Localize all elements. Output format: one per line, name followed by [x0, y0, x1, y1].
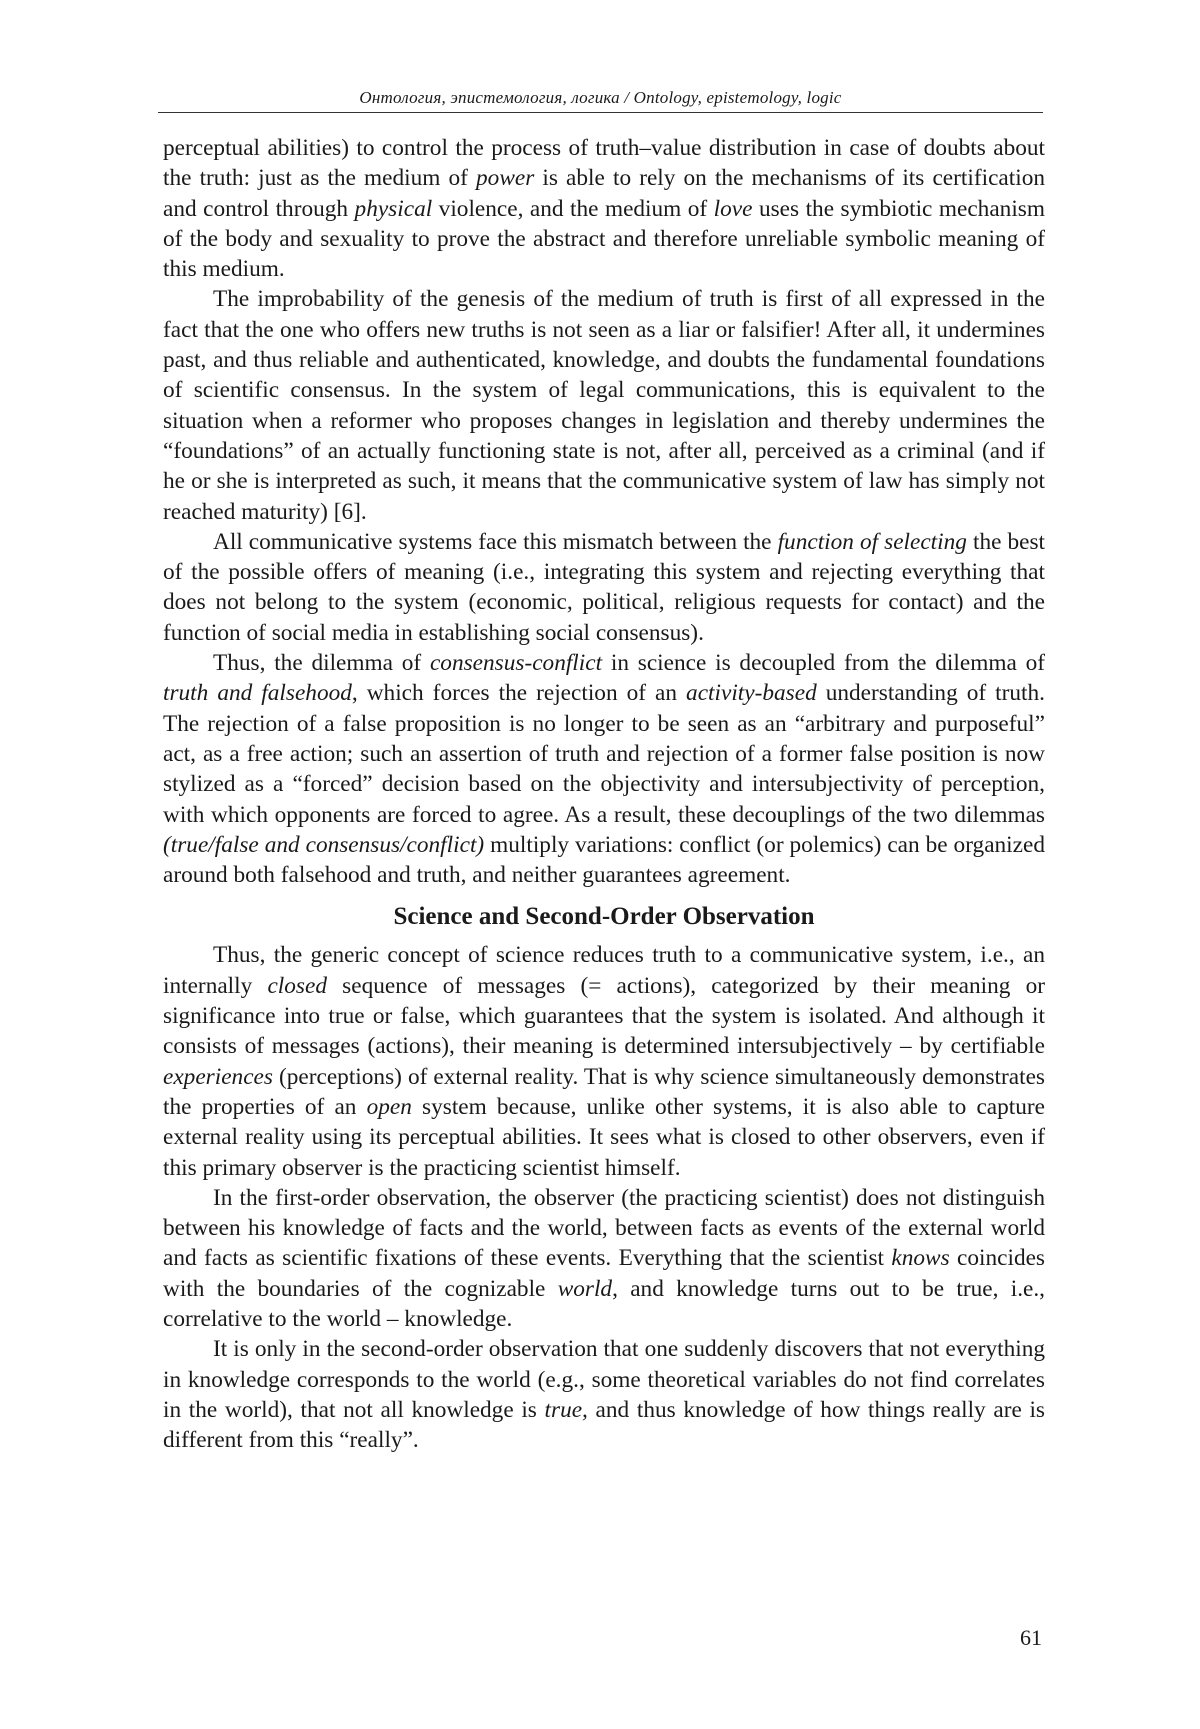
paragraph-3: All communicative systems face this mismatch between the function of selecting the best of the possible offers of meaning (i.e., integrating this system and rejecting everything that does not belong to the system (economic, political, religious requests for contact) and the function of social media in establishing social consensus).: [163, 528, 1046, 646]
paragraph-5: Thus, the generic concept of science reduces truth to a communicative system, i.e., an internally closed sequence of messages (= actions), categorized by their meaning or significance into true or false, which guarantees that the system is isolated. And although it consists of messages (actions), their meaning is determined intersubjectively – by certifiable experiences (perceptions) of external reality. That is why science simultaneously demonstrates the properties of an open system because, unlike other systems, it is also able to capture external reality using its perceptual abilities. It sees what is closed to other observers, even if this primary observer is the practicing scientist himself.: [163, 942, 1045, 1181]
paragraph-7: It is only in the second-order observation that one suddenly discovers that not everything in knowledge corresponds to the world (e.g., some theoretical variables do not find correlates in the world), that not all knowledge is true, and thus knowledge of how things really are is different from this “really”.: [163, 1336, 1045, 1454]
paragraph-2: The improbability of the genesis of the medium of truth is first of all expressed in the fact that the one who offers new truths is not seen as a liar or falsifier! After all, it undermines past, and thus reliable and authenticated, knowledge, and doubts the fundamental foundations of scientific consensus. In the system of legal communications, this is equivalent to the situation when a reformer who proposes changes in legislation and thereby undermines the “foundations” of an actually functioning state is not, after all, perceived as a criminal (and if he or she is interpreted as such, it means that the communicative system of law has simply not reached maturity) [6].: [163, 286, 1045, 525]
page-number: 61: [1020, 1625, 1042, 1650]
running-header: Онтология, эпистемология, логика / Ontology, epistemology, logic: [359, 88, 842, 107]
paragraph-6: In the first-order observation, the observer (the practicing scientist) does not distinguish between his knowledge of facts and the world, between facts as events of the external world and facts as scientific fixations of these events. Everything that the scientist knows coincides with the boundaries of the cognizable world, and knowledge turns out to be true, i.e., correlative to the world – knowledge.: [163, 1184, 1046, 1332]
article-body: [163, 133, 1045, 1455]
paragraph-4: Thus, the dilemma of consensus-conflict in science is decoupled from the dilemma of truth and falsehood, which forces the rejection of an activity-based understanding of truth. The rejection of a false proposition is no longer to be seen as an “arbitrary and purposeful” act, as a free action; such an assertion of truth and rejection of a former false position is now stylized as a “forced” decision based on the objectivity and intersubjectivity of perception, with which opponents are forced to agree. As a result, these decouplings of the two dilemmas (true/false and consensus/conflict) multiply variations: conflict (or polemics) can be organized around both falsehood and truth, and neither guarantees agreement.: [163, 650, 1045, 889]
section-heading: Science and Second-Order Observation: [393, 903, 815, 931]
paragraph-1: perceptual abilities) to control the process of truth–value distribution in case of doubts about the truth: just as the medium of power is able to rely on the mechanisms of its certification and control through physical violence, and the medium of love uses the symbiotic mechanism of the body and sexuality to prove the abstract and therefore unreliable symbolic meaning of this medium.: [163, 135, 1045, 283]
header-rule: [158, 112, 1043, 113]
